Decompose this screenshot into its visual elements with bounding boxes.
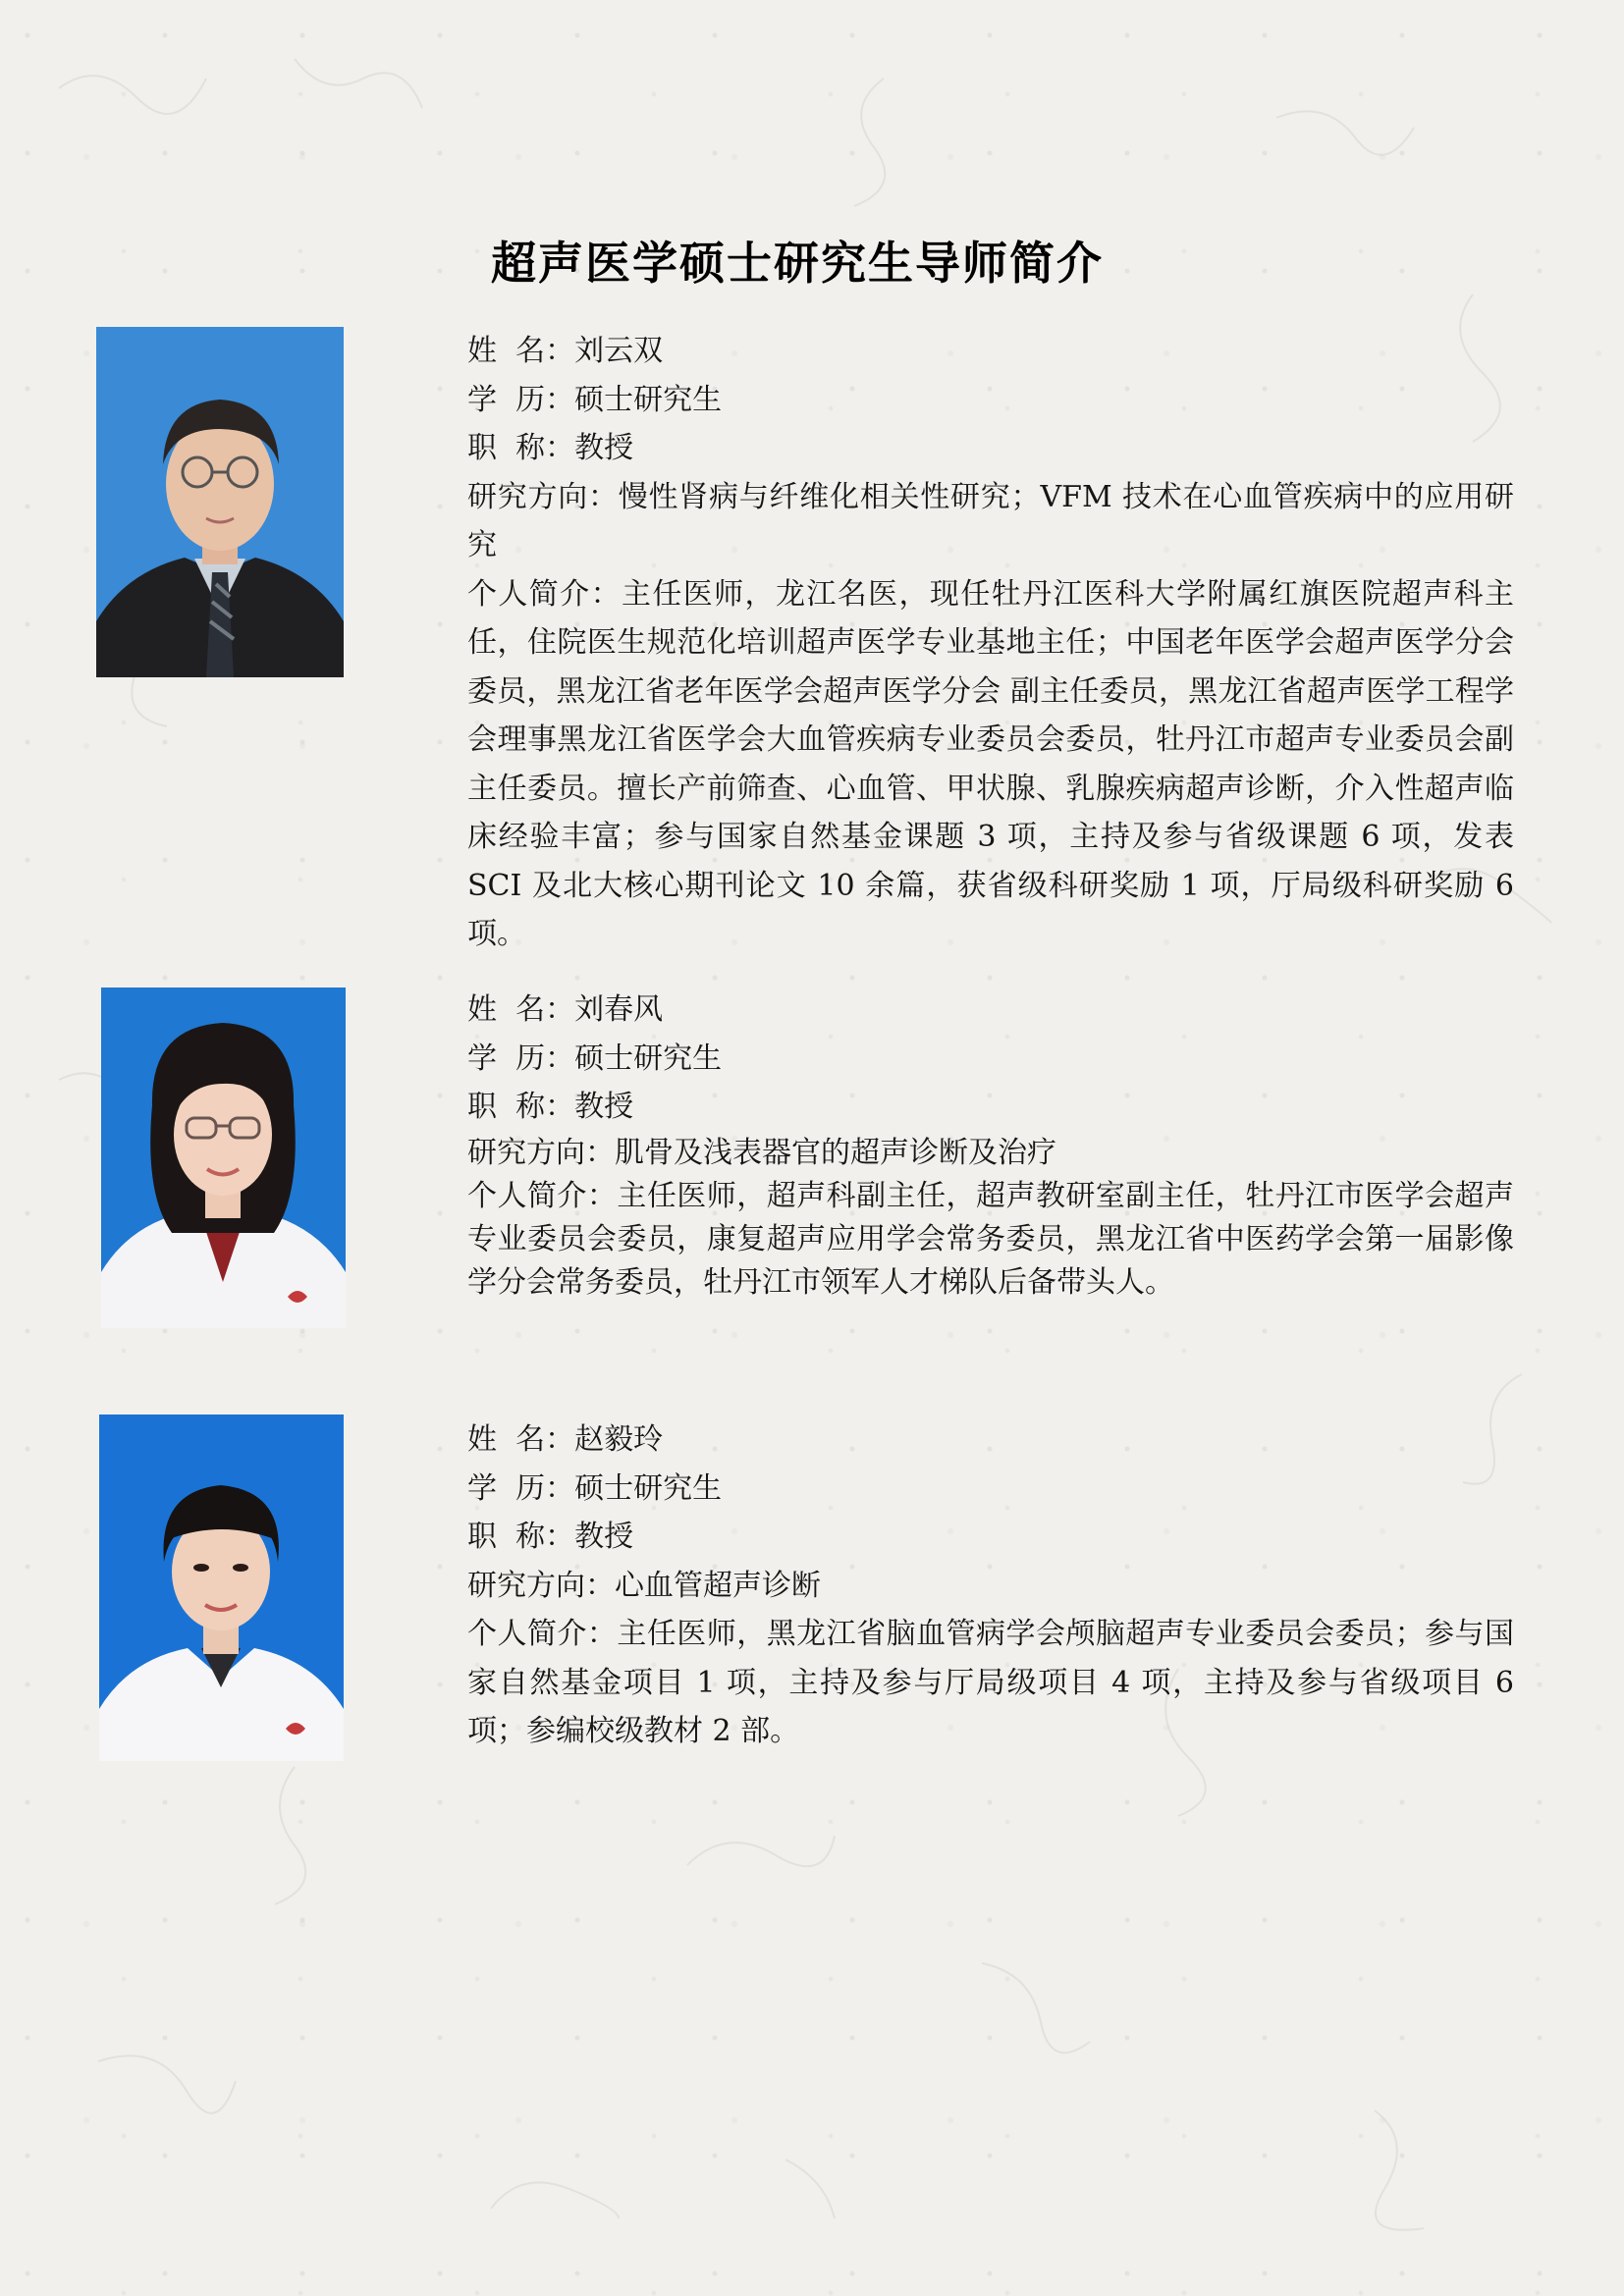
mentor-education-row (467, 376, 1514, 425)
name-label: 姓 名： (467, 992, 575, 1027)
mentor-profile: 主任医师，超声科副主任，超声教研室副主任，牡丹江市医学会超声专业委员会委员，康复超声应用学会常务委员，黑龙江省中医药学会第一届影像学分会常务委员，牡丹江市领军人才梯队后备带头人。 (467, 1178, 1515, 1300)
research-label: 研究方向： (467, 1568, 615, 1603)
mentor-education-row (467, 1465, 1514, 1514)
mentor-photo (96, 327, 344, 677)
mentor-research: 慢性肾病与纤维化相关性研究；VFM 技术在心血管疾病中的应用研究 (467, 479, 1515, 562)
mentor-position-row (467, 1513, 1514, 1562)
mentor-name-row (467, 986, 1514, 1035)
mentor-education-row (467, 1035, 1514, 1084)
mentor-research: 心血管超声诊断 (615, 1568, 821, 1603)
mentor-photo (99, 1415, 344, 1761)
mentor-name: 刘春风 (574, 992, 664, 1027)
mentor-name-row (467, 1415, 1514, 1465)
name-label: 姓 名： (467, 1422, 575, 1457)
mentor-position: 教授 (574, 431, 634, 465)
mentor-position-row (467, 1083, 1514, 1132)
page-title: 超声医学硕士研究生导师简介 (491, 237, 1104, 290)
research-label: 研究方向： (467, 1135, 615, 1170)
mentor-photo (101, 988, 346, 1328)
mentor-name-row (467, 327, 1514, 376)
mentor-education: 硕士研究生 (574, 382, 723, 417)
position-label: 职 称： (467, 1090, 575, 1124)
mentor-profile: 主任医师，龙江名医，现任牡丹江医科大学附属红旗医院超声科主任，住院医生规范化培训超声医学专业基地主任；中国老年医学会超声医学分会委员，黑龙江省老年医学会超声医学分会 副主任委员，黑龙江省超声医学工程学会理事黑龙江省医学会大血管疾病专业委员会委员，牡丹江市超声专业委员会副主任委员。擅长产前筛查、心血管、甲状腺、乳腺疾病超声诊断，介入性超声临床经验丰富；参与国家自然基金课题 3 项，主持及参与省级课题 6 项，发表 SCI 及北大核心期刊论文 10 余篇，获省级科研奖励 1 项，厅局级科研奖励 6 项。 (467, 576, 1515, 951)
name-label: 姓 名： (467, 334, 575, 368)
mentor-education: 硕士研究生 (574, 1470, 723, 1506)
education-label: 学 历： (467, 1041, 575, 1076)
profile-label: 个人简介： (467, 1178, 618, 1213)
mentor-profile-row (467, 570, 1514, 959)
mentor-info (467, 986, 1514, 1305)
profile-label: 个人简介： (467, 576, 622, 612)
position-label: 职 称： (467, 431, 575, 465)
research-label: 研究方向： (467, 479, 619, 514)
education-label: 学 历： (467, 1470, 575, 1506)
position-label: 职 称： (467, 1520, 575, 1554)
mentor-research: 肌骨及浅表器官的超声诊断及治疗 (615, 1135, 1056, 1170)
mentor-position: 教授 (574, 1090, 634, 1124)
mentor-name: 刘云双 (574, 334, 664, 368)
mentor-research-row (467, 1132, 1514, 1175)
education-label: 学 历： (467, 382, 575, 417)
mentor-research-row (467, 1562, 1514, 1611)
mentor-profile: 主任医师，黑龙江省脑血管病学会颅脑超声专业委员会委员；参与国家自然基金项目 1 项，主持及参与厅局级项目 4 项，主持及参与省级项目 6 项；参编校级教材 2 部。 (467, 1617, 1515, 1748)
mentor-info (467, 327, 1514, 959)
profile-label: 个人简介： (467, 1617, 618, 1651)
mentor-profile-row (467, 1610, 1514, 1756)
mentor-position: 教授 (574, 1520, 634, 1554)
mentor-info (467, 1415, 1514, 1756)
mentor-research-row (467, 473, 1514, 570)
mentor-education: 硕士研究生 (574, 1041, 723, 1076)
mentor-name: 赵毅玲 (574, 1422, 664, 1457)
mentor-position-row (467, 424, 1514, 473)
mentor-profile-row (467, 1175, 1514, 1305)
